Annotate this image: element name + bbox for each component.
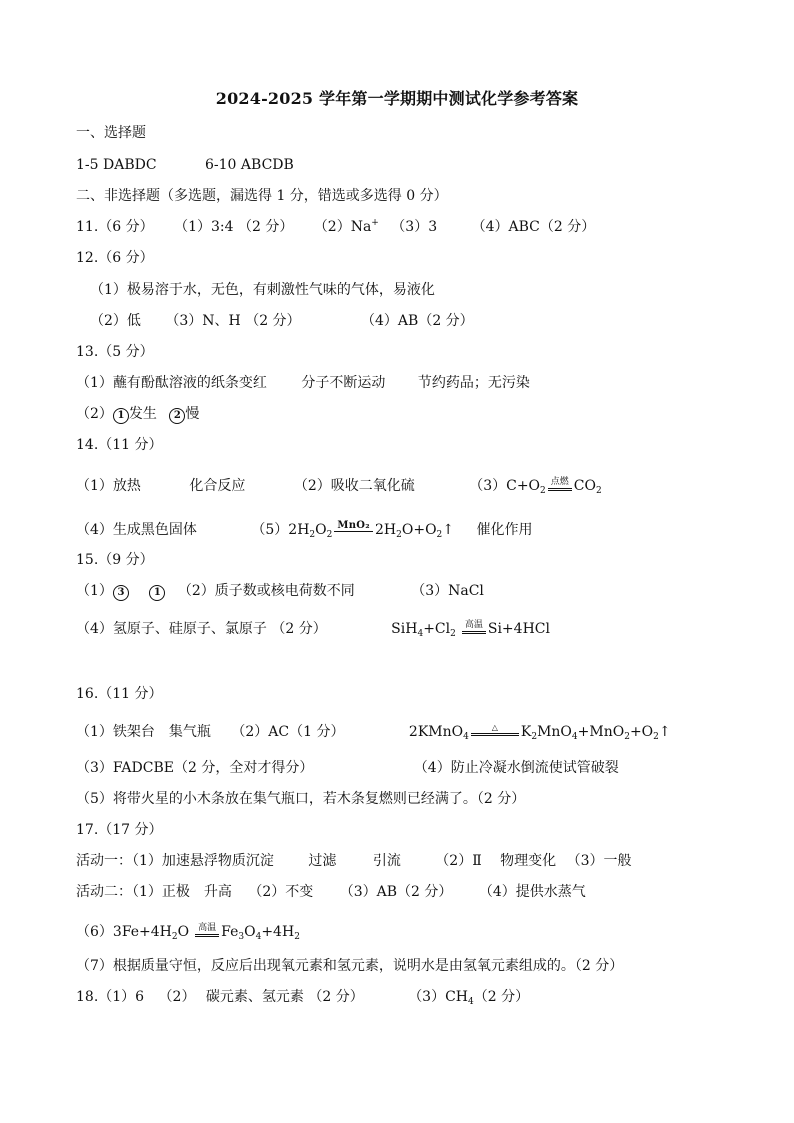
q16-part4: （4）防止冷凝水倒流使试管破裂 [413, 760, 619, 776]
q13-part1-advantage: 节约药品；无污染 [417, 375, 530, 391]
q17-row-eq [76, 923, 300, 941]
q16-part2: （2）AC（1 分） [231, 724, 345, 740]
q14-part1-b: 化合反应 [189, 478, 246, 494]
q16-label: 16.（11 分） [76, 686, 163, 702]
eq-sub: 4 [417, 629, 424, 639]
choice-answers [76, 156, 294, 174]
q11-part2-sup: + [371, 218, 379, 228]
eq-part: O [315, 522, 327, 538]
q12-part4: （4）AB（2 分） [361, 313, 474, 329]
q12-part2: （2）低 [90, 313, 141, 329]
eq-part: +O [629, 724, 654, 740]
eq-sub: 2 [309, 530, 316, 540]
equals-sign [195, 934, 219, 937]
q12-row2 [90, 312, 474, 330]
eq-sub: 2 [450, 629, 456, 639]
circled-number-1: 1 [113, 408, 129, 424]
q17-activity2-c: （3）AB（2 分） [339, 884, 453, 900]
gas-arrow: ↑ [658, 724, 671, 740]
q17-activity2-a: 活动二：（1）正极 升高 [76, 884, 232, 900]
q14-row2 [76, 521, 532, 539]
q16-equation-kmno4 [409, 723, 671, 741]
eq-part: Si+4HCl [487, 621, 550, 637]
q11-part2 [314, 218, 379, 236]
eq-sub: 4 [255, 932, 262, 942]
q18-part1: 18.（1）6 [76, 989, 145, 1005]
q14-part2: （2）吸收二氧化硫 [293, 478, 415, 494]
circled-number-2: 2 [169, 408, 185, 424]
section-2-heading: 二、非选择题（多选题，漏选得 1 分，错选或多选得 0 分） [76, 188, 448, 204]
q18 [76, 988, 529, 1006]
eq-sub: 2 [326, 530, 333, 540]
eq-part: Fe [221, 924, 239, 940]
q15-part3: （3）NaCl [411, 583, 484, 599]
q13-part2-answer2: 慢 [185, 406, 200, 422]
q15-label: 15.（9 分） [76, 552, 154, 568]
q11-part1: （1）3:4 （2 分） [174, 219, 294, 235]
equals-sign [471, 733, 519, 736]
q14-part4: （4）生成黑色固体 [76, 522, 197, 538]
eq-sub: 2 [624, 732, 630, 742]
eq-part: （3）C+O [469, 478, 541, 494]
q13-part1-conclusion: 分子不断运动 [301, 375, 386, 391]
eq-sub: 2 [396, 530, 402, 540]
condition-label: 高温 [464, 620, 483, 630]
eq-part: O [177, 924, 190, 940]
q13-row1 [76, 374, 530, 392]
eq-sub: 2 [540, 486, 546, 496]
eq-part: O+O [401, 522, 437, 538]
q16-row1 [76, 723, 671, 741]
q13-label: 13.（5 分） [76, 344, 154, 360]
equals-sign [462, 631, 486, 634]
q13-part2-label: （2） [76, 406, 113, 422]
reaction-condition [462, 621, 486, 634]
q13-part2-answer1: 发生 [128, 406, 157, 422]
eq-part: SiH [391, 621, 418, 637]
q17-activity1-f: （3）一般 [566, 853, 632, 869]
reaction-condition [334, 521, 373, 533]
q15-row2 [76, 620, 550, 638]
q17-activity2-b: （2）不变 [248, 884, 314, 900]
eq-part: K [520, 724, 532, 740]
q11-part4: （4）ABC（2 分） [471, 219, 596, 235]
eq-part: O [244, 924, 256, 940]
q14-part5-role: 催化作用 [476, 522, 533, 538]
section-1-heading: 一、选择题 [76, 125, 146, 141]
q11 [76, 218, 595, 236]
condition-label: MnO₂ [337, 520, 370, 531]
q12-part1: （1）极易溶于水，无色，有刺激性气味的气体，易液化 [90, 282, 435, 298]
eq-sub: 3 [238, 932, 245, 942]
eq-part: 2KMnO [408, 724, 464, 740]
q11-part2-text: （2）Na [313, 219, 372, 235]
q14-label: 14.（11 分） [76, 437, 163, 453]
q14-equation-combustion [469, 477, 602, 495]
eq-part: +Cl [423, 621, 451, 637]
q15-part1-label: （1） [76, 583, 113, 599]
circled-number-3: 3 [113, 585, 129, 601]
q18-part2-answer: 碳元素、氢元素 （2 分） [205, 989, 364, 1005]
q15-part2: （2）质子数或核电荷数不同 [177, 583, 355, 599]
eq-part: （3）CH [408, 989, 469, 1005]
eq-sub: 2 [653, 732, 659, 742]
q17-activity2-d: （4）提供水蒸气 [478, 884, 586, 900]
q16-row2 [76, 759, 619, 777]
choice-answers-6-10: 6-10 ABCDB [205, 157, 294, 173]
gas-arrow: ↑ [442, 522, 455, 538]
eq-part: 2H [375, 522, 397, 538]
q16-part5: （5）将带火星的小木条放在集气瓶口，若木条复燃则已经满了。（2 分） [76, 791, 526, 807]
reaction-condition [548, 478, 572, 491]
score-note: （2 分） [473, 989, 530, 1005]
q14-part1-a: （1）放热 [76, 478, 141, 494]
q17-part7: （7）根据质量守恒，反应后出现氧元素和氢元素，说明水是由氢氧元素组成的。（2 分） [76, 958, 624, 974]
q17-equation-fe-h2o [76, 923, 300, 941]
q17-activity1-d: （2）Ⅱ [435, 853, 482, 869]
condition-label: △ [491, 723, 498, 732]
q15-equation [391, 620, 550, 638]
q14-row1 [76, 477, 602, 495]
q13-part1-observation: （1）蘸有酚酞溶液的纸条变红 [76, 375, 267, 391]
eq-part: +MnO [577, 724, 625, 740]
choice-answers-1-5: 1-5 DABDC [76, 157, 157, 173]
eq-part: （6）3Fe+4H [76, 924, 172, 940]
page-title: 2024-2025 学年第一学期期中测试化学参考答案 [215, 89, 579, 108]
q13-row2 [76, 405, 199, 424]
q12-label: 12.（6 分） [76, 250, 154, 266]
q17-activity1-b: 过滤 [308, 853, 337, 869]
q18-part3 [408, 988, 529, 1006]
eq-sub: 4 [571, 732, 578, 742]
equals-sign [548, 488, 572, 491]
q17-activity1-c: 引流 [372, 853, 401, 869]
eq-part: （5）2H [251, 522, 310, 538]
q17-activity1-e: 物理变化 [500, 853, 557, 869]
circled-number-1: 1 [149, 585, 165, 601]
eq-sub: 4 [463, 732, 469, 742]
eq-part: +4H [261, 924, 295, 940]
condition-label: 点燃 [550, 477, 569, 487]
q17-activity1-a: 活动一：（1）加速悬浮物质沉淀 [76, 853, 274, 869]
eq-sub: 2 [531, 732, 538, 742]
q16-part3: （3）FADCBE（2 分，全对才得分） [76, 760, 314, 776]
eq-sub: 4 [468, 997, 474, 1007]
eq-sub: 2 [294, 932, 300, 942]
eq-sub: 2 [436, 530, 443, 540]
eq-sub: 2 [595, 486, 602, 496]
q15-row1 [76, 582, 484, 601]
condition-label: 高温 [198, 923, 217, 933]
eq-part: MnO [537, 724, 572, 740]
q15-part4: （4）氢原子、硅原子、氯原子 （2 分） [76, 621, 327, 637]
q16-part1: （1）铁架台 集气瓶 [76, 724, 211, 740]
reaction-condition [471, 723, 519, 736]
q11-label: 11.（6 分） [76, 219, 154, 235]
q17-activity1 [76, 852, 632, 870]
reaction-condition [195, 924, 219, 937]
q17-activity2 [76, 883, 586, 901]
q12-part3: （3）N、H （2 分） [165, 313, 301, 329]
q17-label: 17.（17 分） [76, 822, 163, 838]
arrow-line [334, 531, 373, 533]
q14-equation-h2o2 [251, 521, 454, 539]
eq-sub: 2 [171, 932, 178, 942]
eq-part: CO [573, 478, 596, 494]
q11-part3: （3）3 [391, 219, 438, 235]
q18-part2-label: （2） [158, 989, 196, 1005]
